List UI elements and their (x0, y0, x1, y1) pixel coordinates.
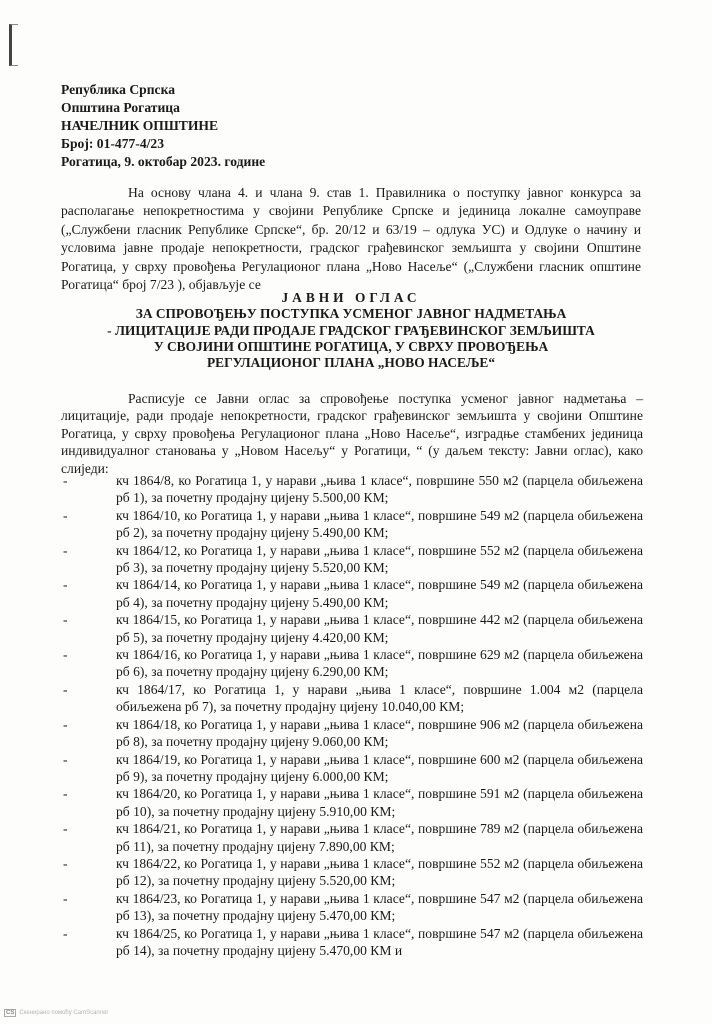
bullet-dash-icon: - (63, 507, 68, 523)
scan-bracket-mark (9, 24, 18, 66)
list-item-text: кч 1864/14, ко Рогатица 1, у нарави „њива 1 класе“, површине 549 м2 (парцела обиљежена рб 4), за почетну продајну цијену 5.490,00 КМ; (116, 577, 643, 610)
list-item (61, 716, 643, 751)
bullet-dash-icon: - (63, 612, 68, 628)
title-line-3: - ЛИЦИТАЦИЈЕ РАДИ ПРОДАЈЕ ГРАДСКОГ ГРАЂЕВИНСКОГ ЗЕМЉИШТА (107, 322, 595, 338)
intro-paragraph: На основу члана 4. и члана 9. став 1. Правилника о поступку јавног конкурса за располагање непокретностима у својини Републике Српске и јединица локалне самоуправе („Службени гласник Републике Српске“, бр. 20/12 и 63/19 – одлука УС) и Одлуке о начину и условима јавне продаје непокретности, градског грађевинског земљишта у својини Општине Рогатица, у сврху провођења Регулационог плана „Ново Насеље“ („Службени гласник општине Рогатица“ број 7/23 ), објављује се (61, 185, 641, 293)
bullet-dash-icon: - (63, 473, 68, 488)
list-item (61, 611, 643, 646)
bullet-dash-icon: - (63, 821, 68, 837)
list-item-text: кч 1864/22, ко Рогатица 1, у нарави „њива 1 класе“, површине 552 м2 (парцела обиљежена рб 12), за почетну продајну цијену 5.520,00 КМ; (116, 855, 643, 889)
list-item (61, 681, 643, 716)
title-line-2: ЗА СПРОВОЂЕЊУ ПОСТУПКА УСМЕНОГ ЈАВНОГ НАДМЕТАЊА (135, 306, 567, 322)
list-item (61, 785, 643, 820)
list-item (61, 925, 643, 960)
header-republic: Република Српска (61, 82, 176, 97)
bullet-dash-icon: - (63, 925, 68, 941)
header-place-date: Рогатица, 9. oктобар 2023. године (61, 154, 266, 169)
list-item (61, 646, 643, 681)
list-item-text: кч 1864/8, ко Рогатица 1, у нарави „њива 1 класе“, површине 550 м2 (парцела обиљежена рб 1), за почетну продајну цијену 5.500,00 КМ; (116, 473, 643, 506)
list-item (61, 542, 643, 577)
header-municipality: Општина Рогатица (61, 100, 180, 115)
bullet-dash-icon: - (63, 542, 68, 558)
camscanner-logo-icon: CS (6, 1010, 15, 1016)
scanner-watermark (4, 1009, 108, 1017)
list-item-text: кч 1864/20, ко Рогатица 1, у нарави „њива 1 класе“, површине 591 м2 (парцела обиљежена рб 10), за почетну продајну цијену 5.910,00 КМ; (116, 786, 643, 819)
list-item (61, 855, 643, 890)
title-line-1: ЈАВНИ ОГЛАС (281, 290, 421, 305)
header-office: НАЧЕЛНИК ОПШТИНЕ (61, 118, 219, 133)
list-item-text: кч 1864/21, ко Рогатица 1, у нарави „њива 1 класе“, површине 789 м2 (парцела обиљежена рб 11), за почетну продајну цијену 7.890,00 КМ; (116, 821, 643, 854)
list-item-text: кч 1864/16, ко Рогатица 1, у нарави „њива 1 класе“, површине 629 м2 (парцела обиљежена рб 6), за почетну продајну цијену 6.290,00 КМ; (116, 647, 643, 680)
bullet-dash-icon: - (63, 577, 68, 593)
title-line-5: РЕГУЛАЦИОНОГ ПЛАНА „НОВО НАСЕЉЕ“ (206, 355, 496, 371)
body-section (61, 390, 643, 477)
list-item-text: кч 1864/19, ко Рогатица 1, у нарави „њива 1 класе“, површине 600 м2 (парцела обиљежена рб 9), за почетну продајну цијену 6.000,00 КМ; (116, 751, 643, 784)
intro-section (61, 184, 641, 294)
bullet-dash-icon: - (63, 647, 68, 663)
watermark-text: Скенирано помоћу CamScanner (19, 1010, 109, 1016)
bullet-dash-icon: - (63, 751, 68, 767)
list-item (61, 890, 643, 925)
title-line-4: У СВОЈИНИ ОПШТИНЕ РОГАТИЦА, У СВРХУ ПРОВОЂЕЊА (153, 338, 549, 354)
bullet-dash-icon: - (63, 681, 68, 697)
list-item-text: кч 1864/25, ко Рогатица 1, у нарави „њива 1 класе“, површине 547 м2 (парцела обиљежена рб 14), за почетну продајну цијену 5.470,00 КМ и (116, 925, 643, 958)
list-item-text: кч 1864/10, ко Рогатица 1, у нарави „њива 1 класе“, површине 549 м2 (парцела обиљежена рб 2), за почетну продајну цијену 5.490,00 КМ; (116, 507, 643, 541)
header-reference-number: Број: 01-477-4/23 (61, 136, 165, 151)
parcel-list (61, 472, 643, 959)
list-item (61, 507, 643, 542)
list-item (61, 751, 643, 786)
list-item-text: кч 1864/12, ко Рогатица 1, у нарави „њива 1 класе“, површине 552 м2 (парцела обиљежена рб 3), за почетну продајну цијену 5.520,00 КМ; (116, 542, 643, 576)
list-item-text: кч 1864/23, ко Рогатица 1, у нарави „њива 1 класе“, површине 547 м2 (парцела обиљежена рб 13), за почетну продајну цијену 5.470,00 КМ; (116, 890, 643, 924)
bullet-dash-icon: - (63, 855, 68, 871)
list-item-text: кч 1864/15, ко Рогатица 1, у нарави „њива 1 класе“, површине 442 м2 (парцела обиљежена рб 5), за почетну продајну цијену 4.420,00 КМ; (116, 612, 643, 645)
list-item (61, 576, 643, 611)
list-item-text: кч 1864/17, ко Рогатица 1, у нарави „њива 1 класе“, површине 1.004 м2 (парцела обиљежена рб 7), за почетну продајну цијену 10.040,00 КМ; (116, 681, 643, 715)
bullet-dash-icon: - (63, 786, 68, 802)
document-header (61, 81, 265, 171)
list-item (61, 472, 643, 507)
bullet-dash-icon: - (63, 716, 68, 732)
document-title (61, 290, 641, 371)
body-paragraph: Расписује се Јавни оглас за спровођење поступка усменог јавног надметања – лицитације, ради продаје непокретности, градског грађевинског земљишта у својини Општине Рогатица, у сврху провођења Регулационог плана „Ново Насеље“, изградње стамбених јединица индивидуалног становања у „Новом Насељу“ у Рогатици, “ (у даљем тексту: Јавни оглас), како слиједи: (61, 391, 643, 476)
bullet-dash-icon: - (63, 890, 68, 906)
list-item-text: кч 1864/18, ко Рогатица 1, у нарави „њива 1 класе“, површине 906 м2 (парцела обиљежена рб 8), за почетну продајну цијену 9.060,00 КМ; (116, 716, 643, 750)
list-item (61, 820, 643, 855)
